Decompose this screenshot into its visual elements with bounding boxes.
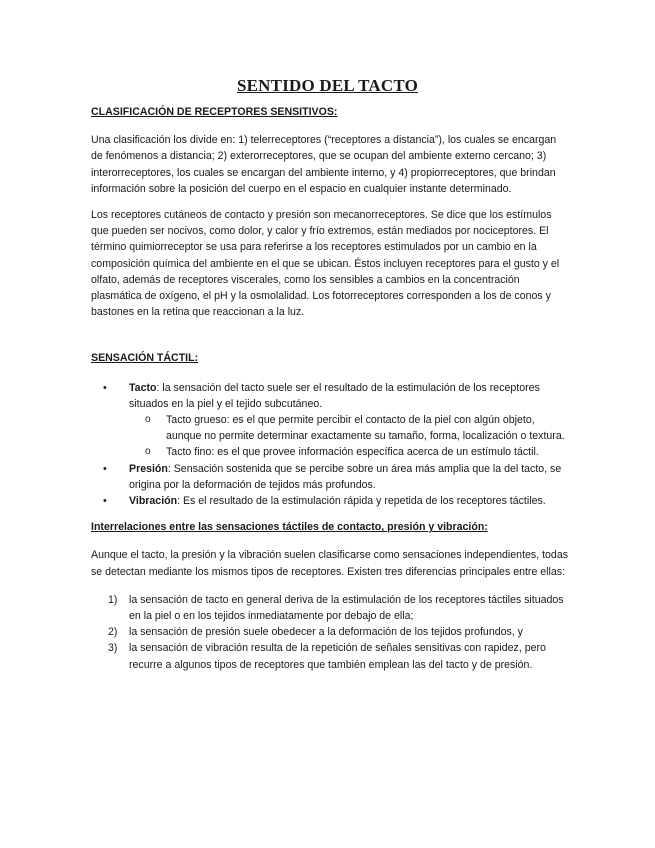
section-heading-sensacion-tactil: SENSACIÓN TÁCTIL: <box>91 352 199 365</box>
list-item-presion <box>103 461 569 493</box>
list-item-tacto <box>103 380 569 461</box>
sub-item-tacto-grueso <box>145 412 569 444</box>
sub-item-text: Tacto grueso: es el que permite percibir el contacto de la piel con algún objeto, aunque no permite determinar exactamente su tamaño, forma, localización o textura. <box>166 414 565 443</box>
number-marker: 2) <box>108 626 118 639</box>
sub-list-tacto <box>129 412 569 461</box>
numbered-list-diferencias <box>91 592 569 673</box>
paragraph-interrelaciones: Aunque el tacto, la presión y la vibración suelen clasificarse como sensaciones independientes, todas se detectan mediante los mismos tipos de receptores. Existen tres diferencias principales entre ellas: <box>91 549 569 578</box>
number-marker: 3) <box>108 642 118 655</box>
numbered-item <box>108 592 569 624</box>
document-title: SENTIDO DEL TACTO <box>236 76 419 95</box>
number-marker: 1) <box>108 593 118 606</box>
term-text: : la sensación del tacto suele ser el resultado de la estimulación de los receptores situados en la piel y el tejido subcutáneo. <box>129 381 540 410</box>
term-label: Presión <box>129 462 168 475</box>
term-text: : Sensación sostenida que se percibe sobre un área más amplia que la del tacto, se origina por la deformación de tejidos más profundos. <box>129 462 562 491</box>
circle-bullet-icon: o <box>145 414 151 426</box>
term-label: Vibración <box>129 495 178 508</box>
circle-bullet-icon: o <box>145 446 151 458</box>
term-text: : Es el resultado de la estimulación rápida y repetida de los receptores táctiles. <box>177 495 546 508</box>
document-body <box>91 104 569 673</box>
bullet-icon: • <box>103 495 107 508</box>
sub-item-tacto-fino <box>145 444 569 460</box>
bullet-icon: • <box>103 381 107 394</box>
sub-item-text: Tacto fino: es el que provee información específica acerca de un estímulo táctil. <box>166 446 539 459</box>
list-item-vibracion <box>103 493 569 509</box>
numbered-item <box>108 624 569 640</box>
numbered-item-text: la sensación de presión suele obedecer a la deformación de los tejidos profundos, y <box>129 626 523 639</box>
numbered-item-text: la sensación de vibración resulta de la repetición de señales sensitivas con rapidez, pero recurre a algunos tipos de receptores que también emplean las del tacto y de presión. <box>129 642 546 671</box>
paragraph-clasificacion: Una clasificación los divide en: 1) telerreceptores (“receptores a distancia”), los cuales se encargan de fenómenos a distancia; 2) exterorreceptores, que se ocupan del ambiente externo cercano; 3) interorreceptores, los cuales se encargan del ambiente interno, y 4) propiorreceptores, que brindan información sobre la posición del cuerpo en el espacio en cualquier instante determinado. <box>91 134 557 195</box>
section-heading-clasificacion: CLASIFICACIÓN DE RECEPTORES SENSITIVOS: <box>91 106 338 118</box>
numbered-item-text: la sensación de tacto en general deriva de la estimulación de los receptores táctiles situados en la piel o en los tejidos inmediatamente por debajo de ella; <box>129 593 564 623</box>
bullet-list-sensacion <box>91 380 569 510</box>
section-heading-interrelaciones: Interrelaciones entre las sensaciones táctiles de contacto, presión y vibración: <box>91 521 488 534</box>
paragraph-receptores-cutaneos: Los receptores cutáneos de contacto y presión son mecanorreceptores. Se dice que los estímulos que pueden ser nocivos, como dolor, y calor y frío extremos, están mediados por nociceptores. El término quimiorreceptor se usa para referirse a los receptores estimulados por un cambio en la composición química del ambiente en el que se ubican. Éstos incluyen receptores para el gusto y el olfato, además de receptores viscerales, como los sensibles a cambios en la concentración plasmática de oxígeno, el pH y la osmolalidad. Los fotorreceptores corresponden a los de conos y bastones en la retina que reaccionan a la luz. <box>91 209 560 319</box>
numbered-item <box>108 640 569 672</box>
term-label: Tacto <box>129 381 157 394</box>
bullet-icon: • <box>103 462 107 475</box>
